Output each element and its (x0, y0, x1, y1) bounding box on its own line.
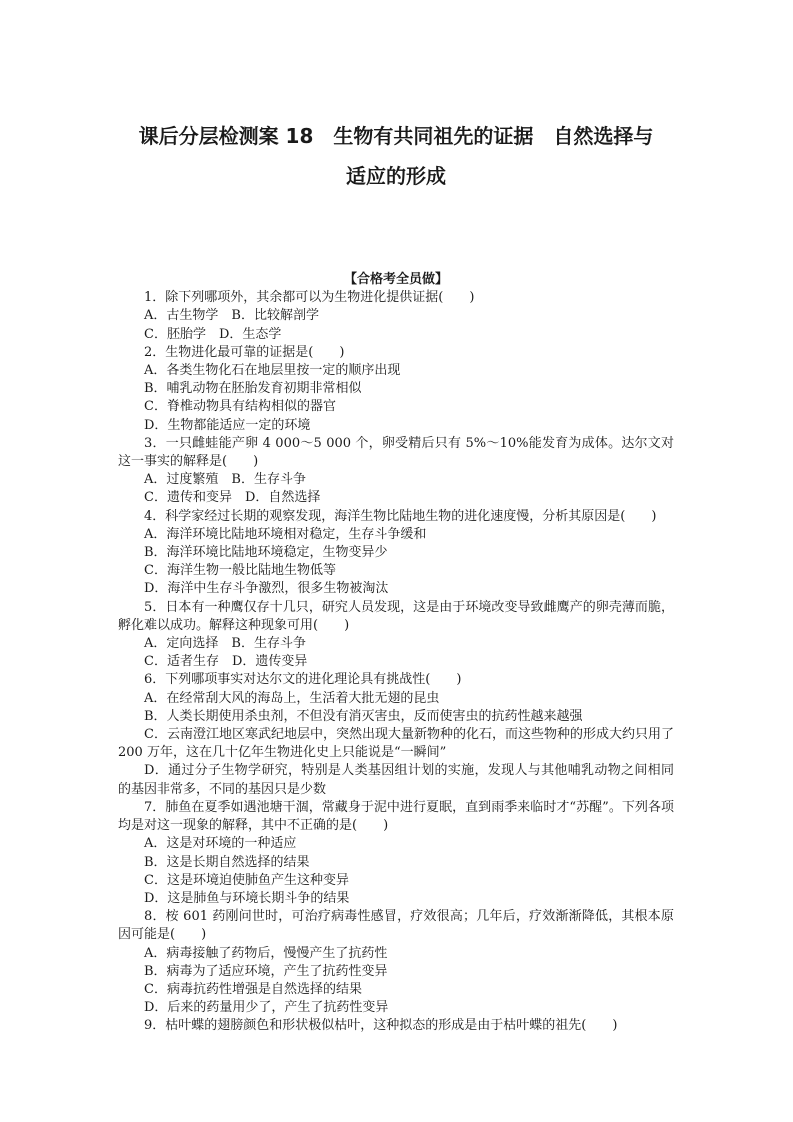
option-c: C．病毒抗药性增强是自然选择的结果 (144, 981, 362, 997)
option-c: C．胚胎学 (144, 326, 206, 342)
option-c: C．海洋生物一般比陆地生物低等 (144, 563, 336, 579)
question-stem: 2．生物进化最可靠的证据是( ) (144, 344, 345, 360)
question-stem: 5．日本有一种鹰仅存十几只，研究人员发现，这是由于环境改变导致雌鹰产的卵壳薄而脆，孵化难以成功。解释这种现象可用( ) (118, 599, 674, 633)
option-b: B．海洋环境比陆地环境稳定，生物变异少 (144, 545, 388, 561)
option-a: A．古生物学 (144, 308, 219, 324)
section-heading: 【合格考全员做】 (343, 272, 448, 287)
option-a: A．这是对环境的一种适应 (144, 836, 297, 852)
option-c: C．脊椎动物具有结构相似的器官 (144, 399, 336, 415)
question-5 (118, 599, 674, 672)
question-stem: 8．桉 601 药刚问世时，可治疗病毒性感冒，疗效很高；几年后，疗效渐渐降低，其根本原因可能是( ) (118, 909, 674, 943)
option-a: A．过度繁殖 (144, 472, 219, 488)
option-d: D．生态学 (218, 326, 282, 342)
option-row (118, 489, 674, 507)
option-row (118, 653, 674, 671)
question-stem: 6．下列哪项事实对达尔文的进化理论具有挑战性( ) (144, 672, 462, 688)
question-3 (118, 435, 674, 508)
option-d: D．这是肺鱼与环境长期斗争的结果 (144, 890, 350, 906)
question-1 (118, 289, 674, 344)
option-b: B．这是长期自然选择的结果 (144, 854, 310, 870)
question-6 (118, 671, 674, 798)
option-b: B．比较解剖学 (231, 308, 319, 324)
option-b: B．人类长期使用杀虫剂，不但没有消灭害虫，反而使害虫的抗药性越来越强 (144, 708, 583, 724)
option-b: B．生存斗争 (231, 636, 306, 652)
option-a: A．海洋环境比陆地环境相对稳定，生存斗争缓和 (144, 526, 427, 542)
question-stem: 3．一只雌蛙能产卵 4 000～5 000 个，卵受精后只有 5%～10%能发育为成体。达尔文对这一事实的解释是( ) (118, 435, 674, 470)
option-d: D．海洋中生存斗争激烈，很多生物被淘汰 (144, 581, 389, 597)
option-a: A．病毒接触了药物后，慢慢产生了抗药性 (144, 945, 388, 961)
option-row (118, 635, 674, 653)
option-b: B．生存斗争 (231, 472, 306, 488)
question-stem: 9．枯叶蝶的翅膀颜色和形状极似枯叶，这种拟态的形成是由于枯叶蝶的祖先( ) (144, 1018, 618, 1034)
question-stem: 1．除下列哪项外，其余都可以为生物进化提供证据( ) (144, 290, 475, 306)
question-7 (118, 799, 674, 908)
option-a: A．各类生物化石在地层里按一定的顺序出现 (144, 363, 401, 379)
question-2 (118, 344, 674, 435)
option-row (118, 326, 674, 344)
question-8 (118, 908, 674, 1017)
title-line-1: 课后分层检测案 18 生物有共同祖先的证据 自然选择与 (138, 124, 654, 148)
option-c: C．适者生存 (144, 654, 219, 670)
option-b: B．哺乳动物在胚胎发育初期非常相似 (144, 381, 362, 397)
question-9 (118, 1017, 674, 1035)
option-d: D．自然选择 (244, 490, 321, 506)
option-b: B．病毒为了适应环境，产生了抗药性变异 (144, 963, 388, 979)
question-4 (118, 508, 674, 599)
question-stem: 4．科学家经过长期的观察发现，海洋生物比陆地生物的进化速度慢，分析其原因是( ) (144, 508, 657, 524)
option-d: D．生物都能适应一定的环境 (144, 417, 311, 433)
option-row (118, 307, 674, 325)
option-c: C．这是环境迫使肺鱼产生这种变异 (144, 872, 349, 888)
page-title (118, 116, 674, 196)
option-a: A．定向选择 (144, 636, 219, 652)
option-a: A．在经常刮大风的海岛上，生活着大批无翅的昆虫 (144, 690, 440, 706)
option-d: D．后来的药量用少了，产生了抗药性变异 (144, 1000, 389, 1016)
option-row (118, 471, 674, 489)
title-line-2: 适应的形成 (346, 164, 446, 188)
option-c: C．遗传和变异 (144, 490, 232, 506)
document-page (118, 116, 674, 1036)
option-d: D．通过分子生物学研究，特别是人类基因组计划的实施，发现人与其他哺乳动物之间相同的基因非常多，不同的基因只是少数 (118, 763, 674, 797)
option-d: D．遗传变异 (231, 654, 308, 670)
option-c: C．云南澄江地区寒武纪地层中，突然出现大量新物种的化石，而这些物种的形成大约只用了 200 万年，这在几十亿年生物进化史上只能说是“一瞬间” (118, 727, 674, 761)
question-stem: 7．肺鱼在夏季如遇池塘干涸，常藏身于泥中进行夏眠，直到雨季来临时才“苏醒”。下列各项均是对这一现象的解释，其中不正确的是( ) (118, 799, 674, 834)
